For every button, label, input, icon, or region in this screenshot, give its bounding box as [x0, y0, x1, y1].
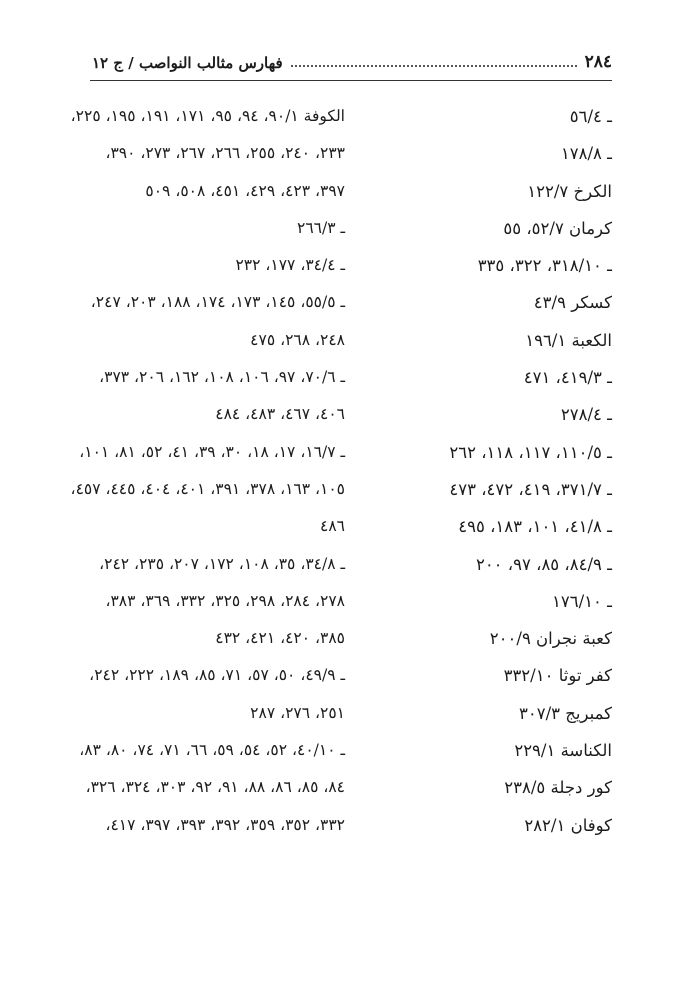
page-number: ٢٨٤: [584, 52, 612, 72]
index-entry: الكعبة ١٩٦/١: [525, 330, 612, 350]
index-entry: ٢٧٨، ٢٨٤، ٢٩٨، ٣٢٥، ٣٣٢، ٣٦٩، ٣٨٣،: [105, 591, 345, 610]
index-entry: ـ ٤١/٨، ١٠١، ١٨٣، ٤٩٥: [458, 517, 612, 537]
index-entry: كرمان ٥٢/٧، ٥٥: [503, 218, 612, 238]
index-entry: ـ ٣٤/٨، ٣٥، ١٠٨، ١٧٢، ٢٠٧، ٢٣٥، ٢٤٢،: [99, 554, 345, 573]
running-header: [92, 52, 612, 72]
index-entry: ـ ٣٤/٤، ١٧٧، ٢٣٢: [235, 256, 345, 275]
index-entry: ـ ٢٦٦/٣: [297, 218, 345, 237]
index-entry: ـ ٤١٩/٣، ٤٧١: [523, 368, 612, 388]
index-entry: كور دجلة ٢٣٨/٥: [504, 778, 612, 798]
index-entry: ـ ١٧٦/١٠: [552, 591, 612, 611]
index-entry: ـ ١١٠/٥، ١١٧، ١١٨، ٢٦٢: [449, 442, 612, 462]
index-entry: كعبة نجران ٢٠٠/٩: [489, 629, 612, 649]
index-entry: الكرخ ١٢٢/٧: [527, 181, 612, 201]
header-title: فهارس مثالب النواصب / ج ١٢: [92, 54, 283, 72]
index-entry: ـ ٥٥/٥، ١٤٥، ١٧٣، ١٧٤، ١٨٨، ٢٠٣، ٢٤٧،: [90, 293, 345, 312]
index-entry: ـ ٧٠/٦، ٩٧، ١٠٦، ١٠٨، ١٦٢، ٢٠٦، ٣٧٣،: [99, 368, 345, 387]
index-entry: ـ ١٧٨/٨: [560, 144, 612, 164]
index-entry: ٢٥١، ٢٧٦، ٢٨٧: [250, 703, 345, 722]
index-entry: الكناسة ٢٢٩/١: [514, 741, 612, 761]
index-entry: ـ ٣١٨/١٠، ٣٢٢، ٣٣٥: [477, 256, 612, 276]
index-entry: كسكر ٤٣/٩: [533, 293, 612, 313]
index-entry: ـ ٤٠/١٠، ٥٢، ٥٤، ٥٩، ٦٦، ٧١، ٧٤، ٨٠، ٨٣،: [79, 741, 345, 760]
index-entry: ـ ٥٦/٤: [569, 107, 612, 126]
header-rule: [90, 80, 612, 81]
index-entry: ٤٨٦: [320, 517, 345, 536]
index-entry: ٤٠٦، ٤٦٧، ٤٨٣، ٤٨٤: [215, 405, 345, 424]
index-column-right: [449, 98, 612, 844]
index-entry: ـ ٨٤/٩، ٨٥، ٩٧، ٢٠٠: [475, 554, 612, 574]
index-column-left: [70, 98, 345, 844]
index-entry: ـ ٣٧١/٧، ٤١٩، ٤٧٢، ٤٧٣: [449, 479, 612, 499]
index-entry: الكوفة ٩٠/١، ٩٤، ٩٥، ١٧١، ١٩١، ١٩٥، ٢٢٥،: [70, 107, 345, 125]
index-entry: ٢٤٨، ٢٦٨، ٤٧٥: [250, 330, 345, 349]
index-entry: ٣٨٥، ٤٢٠، ٤٢١، ٤٣٢: [215, 629, 345, 648]
index-entry: ـ ٢٧٨/٤: [560, 405, 612, 425]
index-entry: كمبريج ٣٠٧/٣: [519, 703, 612, 723]
index-entry: ٣٣٢، ٣٥٢، ٣٥٩، ٣٩٢، ٣٩٣، ٣٩٧، ٤١٧،: [105, 815, 345, 834]
index-entry: ٨٤، ٨٥، ٨٦، ٨٨، ٩١، ٩٢، ٣٠٣، ٣٢٤، ٣٢٦،: [85, 778, 345, 797]
header-dot-leader: [291, 64, 577, 67]
index-entry: ٢٣٣، ٢٤٠، ٢٥٥، ٢٦٦، ٢٦٧، ٢٧٣، ٣٩٠،: [105, 144, 345, 163]
index-entry: ١٠٥، ١٦٣، ٣٧٨، ٣٩١، ٤٠١، ٤٠٤، ٤٤٥، ٤٥٧،: [70, 479, 345, 498]
index-entry: ٣٩٧، ٤٢٣، ٤٢٩، ٤٥١، ٥٠٨، ٥٠٩: [145, 181, 345, 200]
index-entry: كوفان ٢٨٢/١: [524, 815, 612, 835]
index-entry: ـ ١٦/٧، ١٧، ١٨، ٣٠، ٣٩، ٤١، ٥٢، ٨١، ١٠١،: [79, 442, 345, 461]
index-entry: كفر توثا ٣٣٢/١٠: [503, 666, 612, 686]
index-entry: ـ ٤٩/٩، ٥٠، ٥٧، ٧١، ٨٥، ١٨٩، ٢٢٢، ٢٤٢،: [89, 666, 345, 685]
